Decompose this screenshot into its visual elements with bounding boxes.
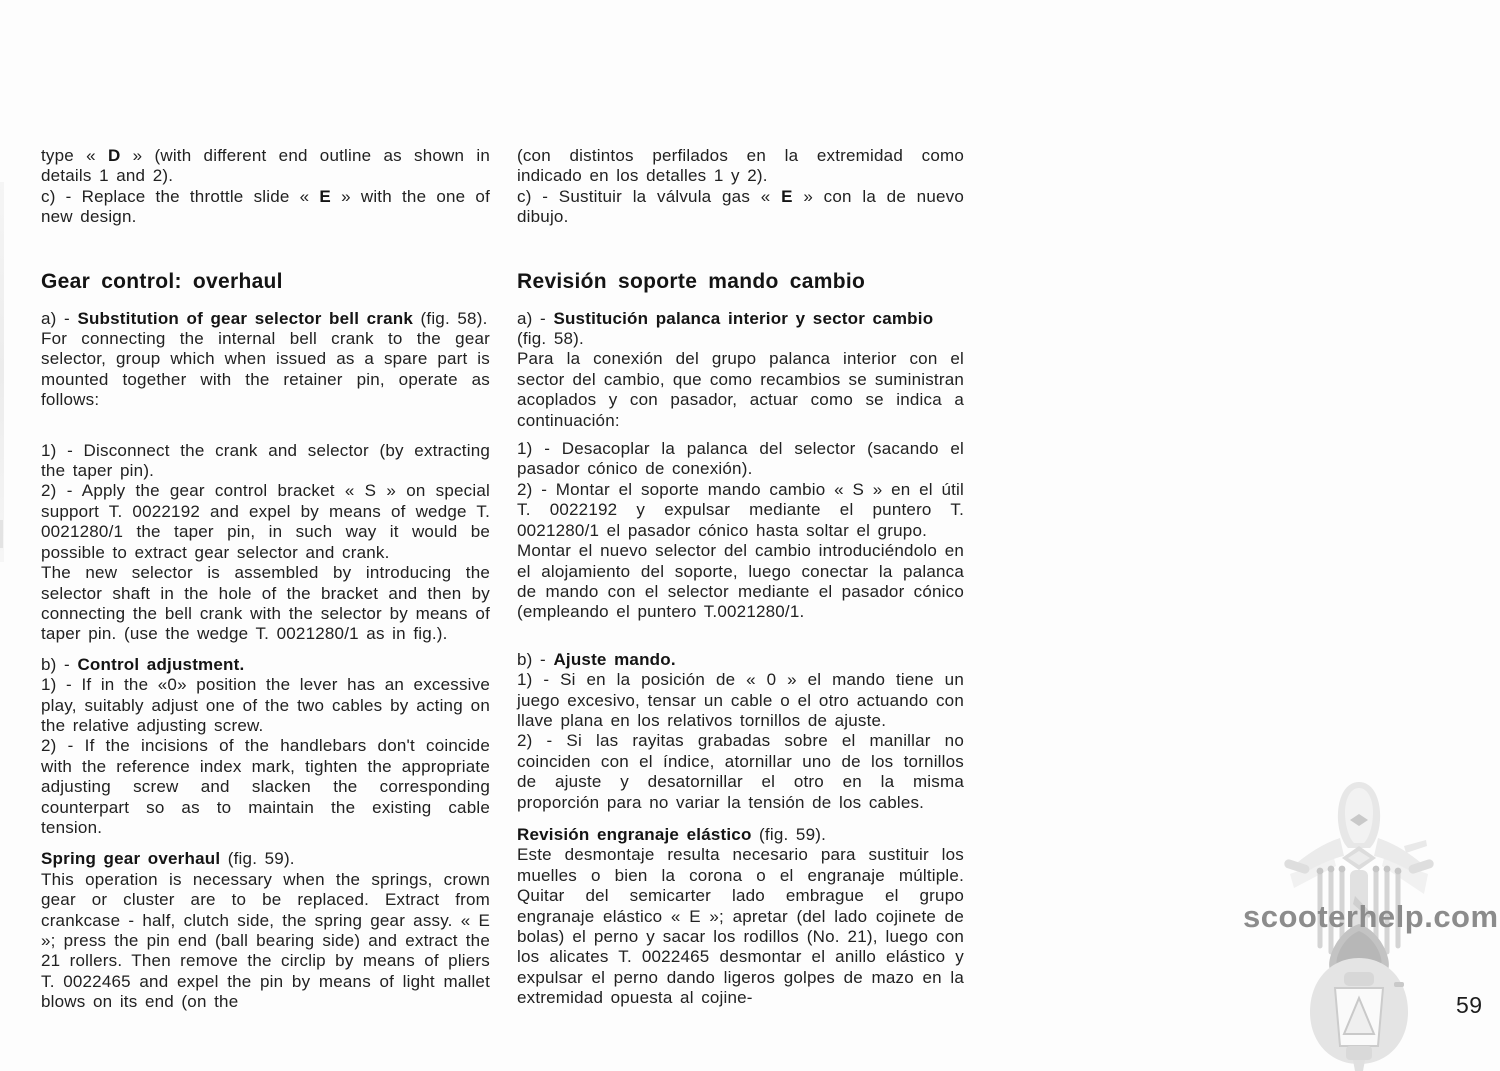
scan-edge-artifact-small bbox=[0, 520, 3, 548]
page-number: 59 bbox=[1456, 992, 1483, 1018]
spanish-revision-paragraph: Revisión engranaje elástico (fig. 59). Este desmontaje resulta necesario para sustituir los muelles o bien la corona o el engranaje múltiple. Quitar del semicarter lado embrague el grupo engranaje elástico « E »; apretar (del lado cojinete de bolas) el perno y sacar los rodillos (No. 21), luego con los alicates T. 0022465 desmontar el anillo elástico y expulsar el perno dando ligeros golpes de mazo en la extremidad opuesta al cojine- bbox=[517, 824, 964, 1008]
english-steps-paragraph: 1) - Disconnect the crank and selector (by extracting the taper pin). 2) - Apply the gear control bracket « S » on special support T. 0022192 and expel by means of wedge T. 0021280/1 the taper pin, in such way it would be possible to extract gear selector and crank. The new selector is assembled by introducing the selector shaft in the hole of the bracket and then by connecting the bell crank with the selector by means of taper pin. (use the wedge T. 0021280/1 as in fig.). bbox=[41, 440, 490, 644]
watermark-text: scooterhelp.com bbox=[1243, 899, 1499, 934]
english-paragraph-b: b) - Control adjustment. 1) - If in the «0» position the lever has an excessive play, suitably adjust one of the two cables by acting on the relative adjusting screw. 2) - If the incisions of the handlebars don't coincide with the reference index mark, tighten the appropriate adjusting screw and slacken the corresponding counterpart so as to maintain the existing cable tension. bbox=[41, 654, 490, 837]
spanish-paragraph-a: a) - Sustitución palanca interior y sector cambio (fig. 58). Para la conexión del grupo palanca interior con el sector del cambio, que como recambios se suministran acoplados y con pasador, actuar como se indica a continuación: bbox=[517, 308, 964, 430]
english-paragraph-a: a) - Substitution of gear selector bell crank (fig. 58). For connecting the internal bell crank to the gear selector, group which when issued as a spare part is mounted together with the retainer pin, operate as follows: bbox=[41, 308, 490, 410]
spanish-paragraph-b: b) - Ajuste mando. 1) - Si en la posición de « 0 » el mando tiene un juego excesivo, tensar un cable o el otro actuando con llave plana en los relativos tornillos de ajuste. 2) - Si las rayitas grabadas sobre el manillar no coinciden con el índice, atornillar uno de los tornillos de ajuste y desatornillar el otro en la misma proporción para no variar la tensión de los cables. bbox=[517, 649, 964, 812]
spanish-section-heading: Revisión soporte mando cambio bbox=[517, 269, 866, 293]
english-spring-gear-paragraph: Spring gear overhaul (fig. 59). This operation is necessary when the springs, crown gear or cluster are to be replaced. Extract from crankcase - half, clutch side, the spring gear assy. « E »; press the pin end (ball bearing side) and extract the 21 rollers. Then remove the circlip by means of pliers T. 0022465 and expel the pin by means of light mallet blows on its end (on the bbox=[41, 849, 490, 1012]
spanish-intro-paragraph: (con distintos perfilados en la extremidad como indicado en los detalles 1 y 2). c) - Sustituir la válvula gas « E » con la de nuevo dibujo. bbox=[517, 146, 964, 227]
english-column bbox=[41, 146, 490, 1013]
spanish-steps-paragraph: 1) - Desacoplar la palanca del selector (sacando el pasador cónico de conexión). 2) - Montar el soporte mando cambio « S » en el útil T. 0022192 y expulsar mediante el puntero T. 0021280/1 el pasador cónico hasta soltar el grupo. Montar el nuevo selector del cambio introduciéndolo en el alojamiento del soporte, luego conectar la palanca de mando con el selector mediante el pasador cónico (empleando el puntero T.0021280/1. bbox=[517, 439, 964, 622]
scan-edge-artifact bbox=[0, 182, 4, 562]
two-column-text bbox=[41, 146, 964, 1013]
english-intro-paragraph: type « D » (with different end outline as shown in details 1 and 2). c) - Replace the throttle slide « E » with the one of new design. bbox=[41, 146, 490, 227]
spanish-column bbox=[517, 146, 964, 1013]
english-section-heading: Gear control: overhaul bbox=[41, 269, 283, 293]
